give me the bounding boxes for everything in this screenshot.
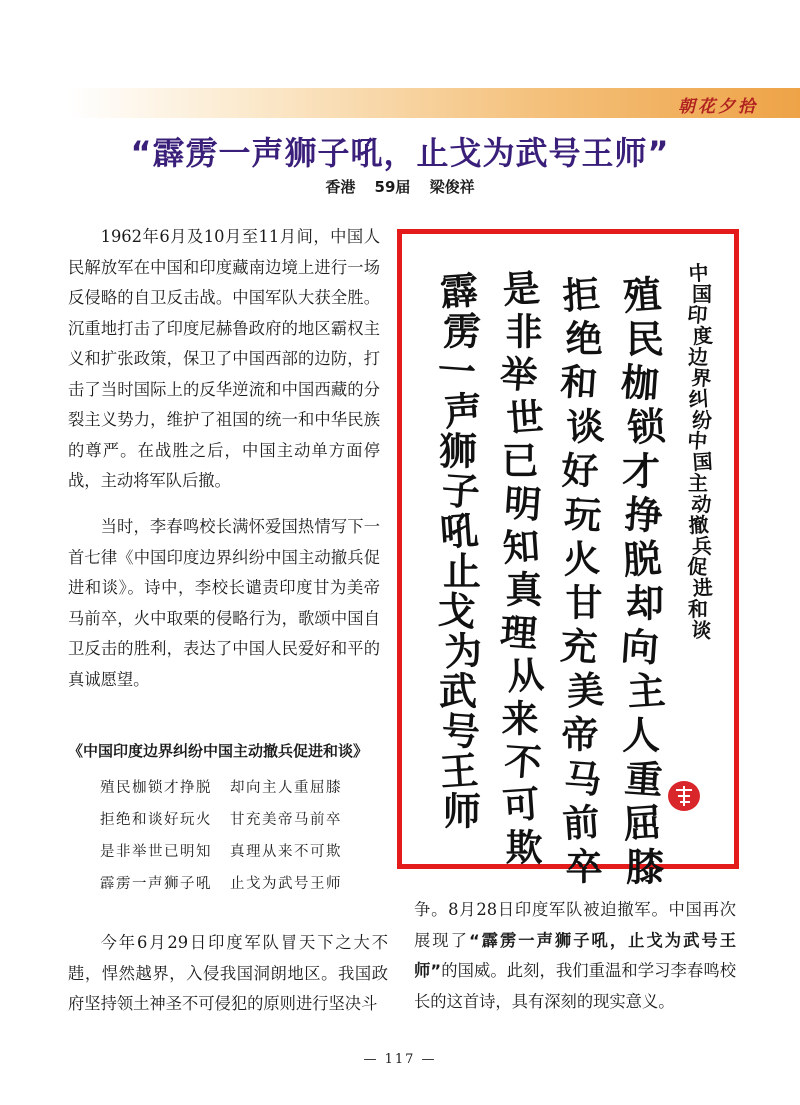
calligraphy-glyph: 谈 <box>690 617 713 643</box>
calligraphy-glyph: 促 <box>686 554 709 580</box>
calligraphy-glyph: 谈 <box>565 403 606 450</box>
poem-line-first-half: 拒绝和谈好玩火 <box>100 812 212 828</box>
poem-line <box>100 868 342 900</box>
poem-lines <box>100 772 342 900</box>
calligraphy-glyph: 却 <box>625 580 665 626</box>
calligraphy-glyph: 从 <box>505 652 546 699</box>
poem-line-first-half: 霹雳一声狮子吼 <box>100 876 212 892</box>
calligraphy-glyph: 武 <box>438 668 478 714</box>
calligraphy-glyph: 不 <box>502 738 543 785</box>
calligraphy-glyph: 玩 <box>562 491 603 538</box>
calligraphy-glyph: 子 <box>440 467 482 515</box>
calligraphy-glyph: 脱 <box>621 535 663 583</box>
calligraphy-glyph: 已 <box>501 438 539 483</box>
calligraphy-glyph: 师 <box>442 788 482 834</box>
calligraphy-glyph: 可 <box>501 781 542 828</box>
calligraphy-glyph: 马 <box>562 755 603 802</box>
conclusion-text-end: 的国威。此刻，我们重温和学习李春鸣校长的这首诗，具有深刻的现实意义。 <box>414 961 736 1011</box>
poem-line-second-half: 真理从来不可欺 <box>230 844 342 860</box>
calligraphy-glyph: 度 <box>691 323 714 349</box>
calligraphy-glyph: 印 <box>686 302 709 328</box>
calligraphy-glyph: 挣 <box>623 491 665 539</box>
poem-line-second-half: 却向主人重屈膝 <box>230 780 342 796</box>
calligraphy-glyph: 欺 <box>505 825 543 870</box>
calligraphy-glyph: 人 <box>621 712 661 758</box>
calligraphy-glyph: 王 <box>438 747 480 795</box>
calligraphy-glyph: 雳 <box>442 308 482 354</box>
poem-line <box>100 772 342 804</box>
calligraphy-glyph: 民 <box>625 316 665 362</box>
article-byline: 香港 59届 梁俊祥 <box>325 178 475 196</box>
calligraphy-glyph: 进 <box>691 575 714 601</box>
calligraphy-glyph: 充 <box>558 623 599 670</box>
poem-title: 《中国印度边界纠纷中国主动撤兵促进和谈》 <box>68 742 369 760</box>
column-name: 朝花夕拾 <box>678 97 758 117</box>
calligraphy-glyph: 吼 <box>438 507 480 555</box>
calligraphy-glyph: 是 <box>501 265 542 312</box>
calligraphy-glyph: 甘 <box>565 580 603 625</box>
calligraphy-glyph: 动 <box>690 491 713 517</box>
calligraphy-glyph: 狮 <box>438 428 478 474</box>
calligraphy-glyph: 帝 <box>561 712 599 757</box>
poem-line-second-half: 止戈为武号王师 <box>230 876 342 892</box>
calligraphy-glyph: 真 <box>505 567 543 612</box>
calligraphy-glyph: 卒 <box>565 844 603 889</box>
page-number: — 117 — <box>363 1052 437 1067</box>
paragraph-recent-events: 今年6月29日印度军队冒天下之大不韪，悍然越界，入侵我国洞朗地区。我国政府坚持领土神圣不可侵犯的原则进行坚决斗 <box>68 933 388 1013</box>
calligraphy-glyph: 霹 <box>438 267 480 315</box>
calligraphy-glyph: 和 <box>688 597 708 621</box>
calligraphy-glyph: 明 <box>502 480 543 527</box>
calligraphy-glyph: 绝 <box>565 316 603 361</box>
calligraphy-glyph: 主 <box>688 471 708 495</box>
calligraphy-glyph: 美 <box>565 667 606 714</box>
calligraphy-glyph: 兵 <box>692 534 712 558</box>
calligraphy-glyph: 殖 <box>621 271 663 319</box>
calligraphy-glyph: 来 <box>501 696 539 741</box>
calligraphy-glyph: 理 <box>498 609 539 656</box>
calligraphy-glyph: 号 <box>440 707 482 755</box>
calligraphy-glyph: 边 <box>688 345 708 369</box>
calligraphy-glyph: 膝 <box>625 844 665 890</box>
paragraph-conclusion <box>414 895 736 1017</box>
calligraphy-glyph: 重 <box>623 755 665 803</box>
calligraphy-glyph: 非 <box>505 309 543 354</box>
calligraphy-glyph: 止 <box>442 548 482 594</box>
calligraphy-glyph: 中 <box>687 260 710 286</box>
calligraphy-glyph: 戈 <box>436 586 478 635</box>
calligraphy-glyph: 屈 <box>621 799 663 847</box>
poem-line <box>100 804 342 836</box>
calligraphy-frame <box>397 229 739 890</box>
calligraphy-glyph: 锁 <box>625 402 667 451</box>
calligraphy-glyph: 世 <box>505 394 546 441</box>
calligraphy-glyph: 知 <box>501 523 542 570</box>
calligraphy-glyph: 好 <box>561 448 599 493</box>
calligraphy-glyph: 向 <box>619 622 661 671</box>
conclusion-text-start: 争。8月28日印度军队被迫撤军。中国再次展现了 <box>414 900 736 950</box>
calligraphy-glyph: 拒 <box>561 271 602 318</box>
paragraph-intro: 1962年6月及10月至11月间，中国人民解放军在中国和印度藏南边境上进行一场反侵略的自卫反击战。中国军队大获全胜。沉重地打击了印度尼赫鲁政府的地区霸权主义和扩张政策，保卫了中国西部的边防，打击了当时国际上的反华逆流和中国西藏的分裂主义势力，维护了祖国的统一和中华民族的尊严。在战胜之后，中国主动单方面停战，主动将军队后撤。 <box>68 227 380 490</box>
calligraphy-artwork <box>402 234 734 890</box>
calligraphy-glyph: 国 <box>692 282 712 306</box>
calligraphy-glyph: 纷 <box>692 408 712 432</box>
poem-line-first-half: 是非举世已明知 <box>100 844 212 860</box>
poem-line-second-half: 甘充美帝马前卒 <box>230 812 342 828</box>
calligraphy-glyph: 举 <box>498 351 539 398</box>
calligraphy-glyph: 声 <box>442 386 484 435</box>
calligraphy-glyph: 国 <box>691 449 714 475</box>
calligraphy-glyph: 前 <box>561 799 602 846</box>
calligraphy-glyph: 和 <box>558 359 599 406</box>
calligraphy-glyph: 火 <box>561 535 602 582</box>
calligraphy-glyph: 才 <box>621 448 661 494</box>
calligraphy-glyph: 中 <box>686 428 709 454</box>
calligraphy-glyph: 一 <box>436 346 478 395</box>
paragraph-poem-context: 当时，李春鸣校长满怀爱国热情写下一首七律《中国印度边界纠纷中国主动撤兵促进和谈》。诗中，李校长谴责印度甘为美帝马前卒，火中取栗的侵略行为，歌颂中国自卫反击的胜利，表达了中国人民爱好和平的真诚愿望。 <box>68 517 380 689</box>
poem-line-first-half: 殖民枷锁才挣脱 <box>100 780 212 796</box>
calligraphy-glyph: 为 <box>442 626 484 675</box>
calligraphy-glyph: 撤 <box>687 512 710 538</box>
calligraphy-glyph: 枷 <box>619 358 661 407</box>
calligraphy-glyph: 纠 <box>687 386 710 412</box>
calligraphy-glyph: 主 <box>625 666 667 715</box>
conclusion-quote: “霹雳一声狮子吼，止戈为武号王师” <box>414 930 736 980</box>
calligraphy-glyph: 界 <box>690 365 713 391</box>
article-title: “霹雳一声狮子吼，止戈为武号王师” <box>130 134 670 172</box>
poem-line <box>100 836 342 868</box>
